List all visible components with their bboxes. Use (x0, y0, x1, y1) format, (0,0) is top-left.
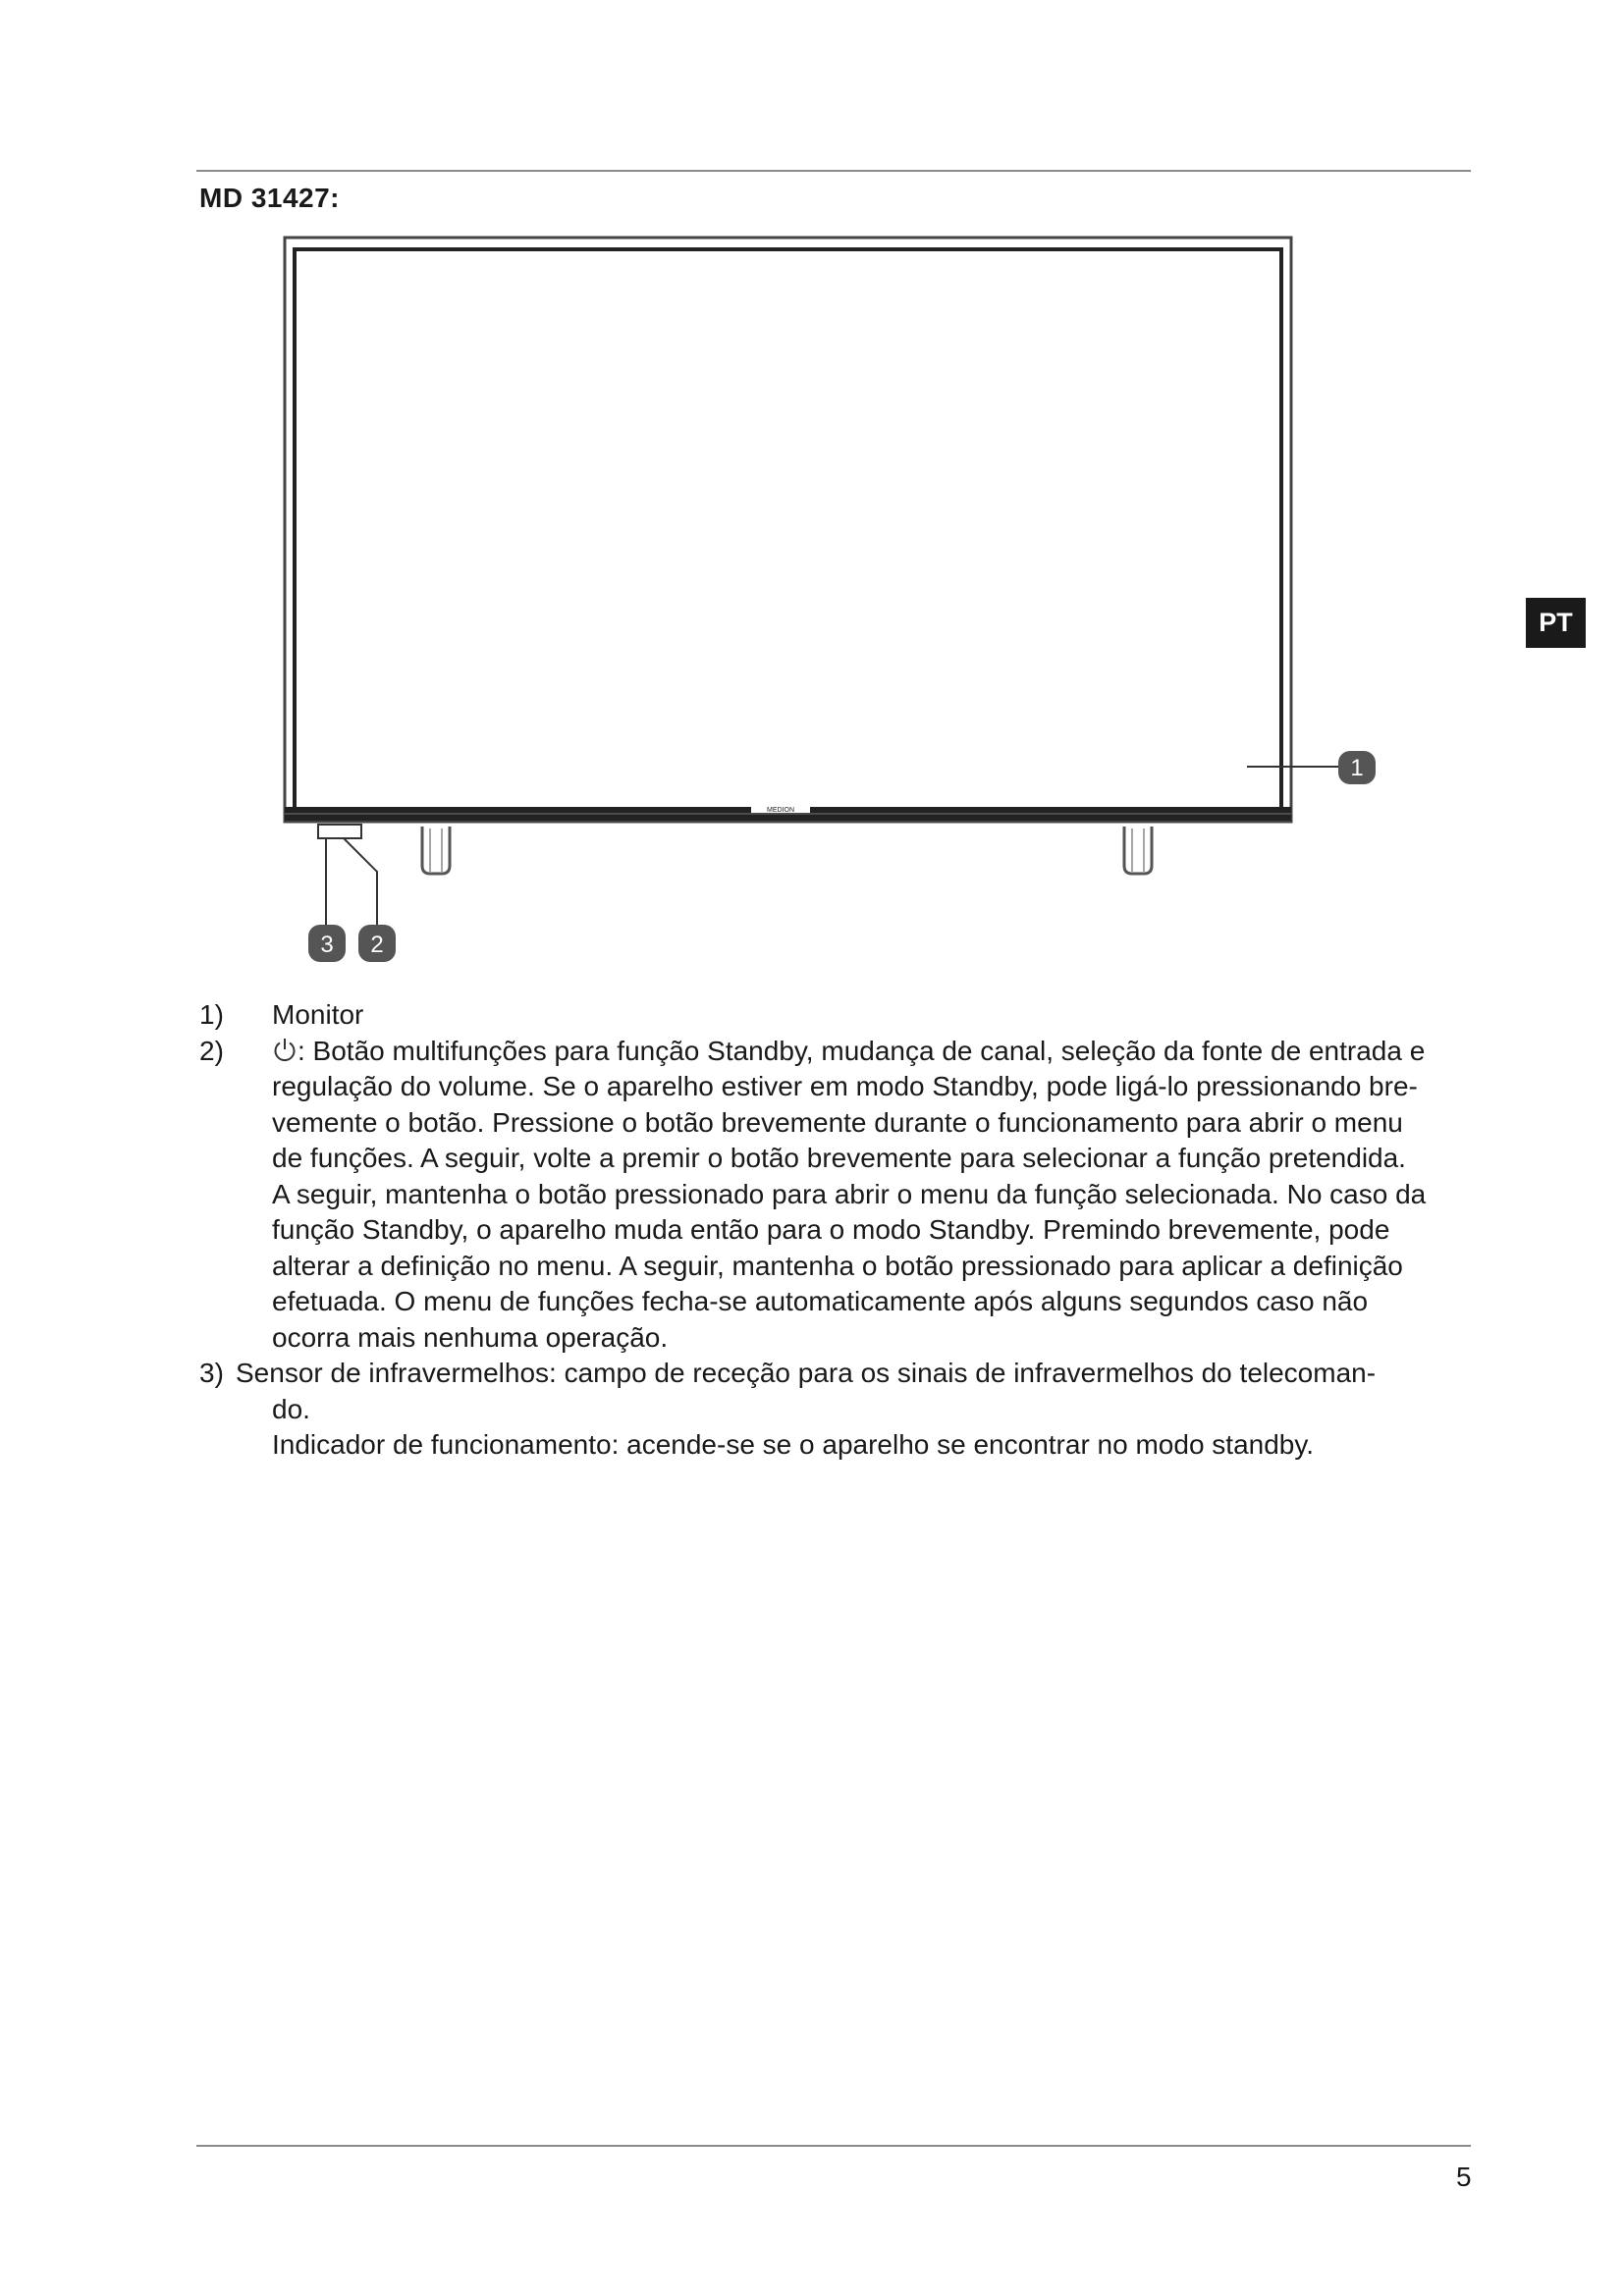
list-item-2 (199, 1034, 1476, 1357)
indicator-text: Indicador de funcionamento: acende-se se o aparelho se encontrar no modo standby. (272, 1429, 1315, 1460)
callout-2-label: 2 (370, 932, 384, 958)
right-stand (1124, 827, 1152, 874)
item-line: ocorra mais nenhuma operação. (272, 1321, 669, 1353)
brand-mark: MEDION (767, 807, 794, 814)
item-line: de funções. A seguir, volte a premir o botão brevemente para selecionar a função pretendida. (272, 1143, 1406, 1173)
item-line: : Botão multifunções para função Standby, mudança de canal, seleção da fonte de entrada e (298, 1035, 1426, 1066)
left-stand (422, 827, 450, 874)
item-number: 3) (199, 1358, 224, 1388)
callout-1-label: 1 (1350, 755, 1364, 781)
language-tab: PT (1526, 598, 1586, 648)
top-rule (196, 170, 1471, 172)
list-item-1 (199, 997, 1476, 1034)
tv-screen-border (295, 249, 1281, 811)
item-text (272, 1034, 1476, 1357)
tv-front-illustration (275, 228, 1394, 974)
item-line: alterar a definição no menu. A seguir, mantenha o botão pressionado para aplicar a definição (272, 1250, 1403, 1281)
bottom-rule (196, 2145, 1471, 2147)
callout-2-leader (344, 838, 377, 934)
item-line: A seguir, mantenha o botão pressionado para abrir o menu da função selecionada. No caso da (272, 1178, 1427, 1209)
item-line: efetuada. O menu de funções fecha-se automaticamente após alguns segundos caso não (272, 1286, 1369, 1316)
item-text: Monitor (272, 999, 364, 1030)
item-line: função Standby, o aparelho muda então para o modo Standby. Premindo brevemente, pode (272, 1214, 1390, 1245)
component-list (199, 997, 1476, 1464)
tv-outer-frame (285, 238, 1291, 822)
power-icon (272, 1037, 298, 1064)
control-box (318, 825, 361, 838)
item-text: Sensor de infravermelhos: campo de receção para os sinais de infravermelhos do telecoman- (236, 1358, 1377, 1388)
item-number: 1) (199, 999, 224, 1030)
callout-3-label: 3 (320, 932, 334, 958)
list-item-3 (199, 1356, 1476, 1464)
item-number: 2) (199, 1035, 224, 1066)
item-line: vemente o botão. Pressione o botão brevemente durante o funcionamento para abrir o menu (272, 1106, 1403, 1138)
item-line: regulação do volume. Se o aparelho estiver em modo Standby, pode ligá-lo pressionando bre- (272, 1071, 1418, 1101)
item-text-continuation: do. (272, 1393, 310, 1424)
model-heading: MD 31427: (199, 183, 341, 213)
page-number: 5 (1456, 2162, 1472, 2192)
